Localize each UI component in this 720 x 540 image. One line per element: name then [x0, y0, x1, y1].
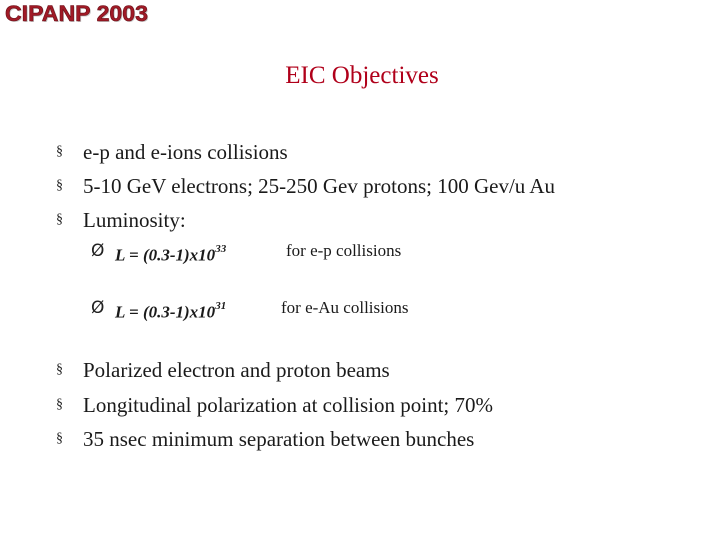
formula-exponent: 33 — [215, 243, 227, 255]
formula-base: L = (0.3-1)x10 — [115, 302, 216, 322]
bullet-text: Polarized electron and proton beams — [83, 358, 390, 382]
bullet-marker: § — [56, 362, 63, 377]
formula-base: L = (0.3-1)x10 — [115, 245, 216, 265]
luminosity-formula — [115, 297, 226, 324]
luminosity-formula — [115, 240, 226, 267]
formula-exponent: 31 — [215, 300, 227, 312]
slide-title: EIC Objectives — [285, 62, 439, 89]
bullet-text: Longitudinal polarization at collision point; 70% — [83, 393, 494, 417]
luminosity-note: for e-Au collisions — [281, 298, 409, 317]
bullet-text: Luminosity: — [83, 208, 186, 232]
bullet-text: e-p and e-ions collisions — [83, 140, 288, 164]
arrow-bullet-icon: Ø — [91, 241, 105, 261]
bullet-text: 35 nsec minimum separation between bunches — [83, 427, 475, 451]
arrow-bullet-icon: Ø — [91, 298, 105, 318]
luminosity-note: for e-p collisions — [286, 241, 402, 260]
bullet-text: 5-10 GeV electrons; 25-250 Gev protons; 100 Gev/u Au — [83, 174, 556, 198]
bullet-marker: § — [56, 212, 63, 227]
bullet-marker: § — [56, 144, 63, 159]
bullet-marker: § — [56, 178, 63, 193]
bullet-marker: § — [56, 397, 63, 412]
bullet-marker: § — [56, 431, 63, 446]
conference-logo: CIPANP 2003 — [5, 1, 148, 26]
